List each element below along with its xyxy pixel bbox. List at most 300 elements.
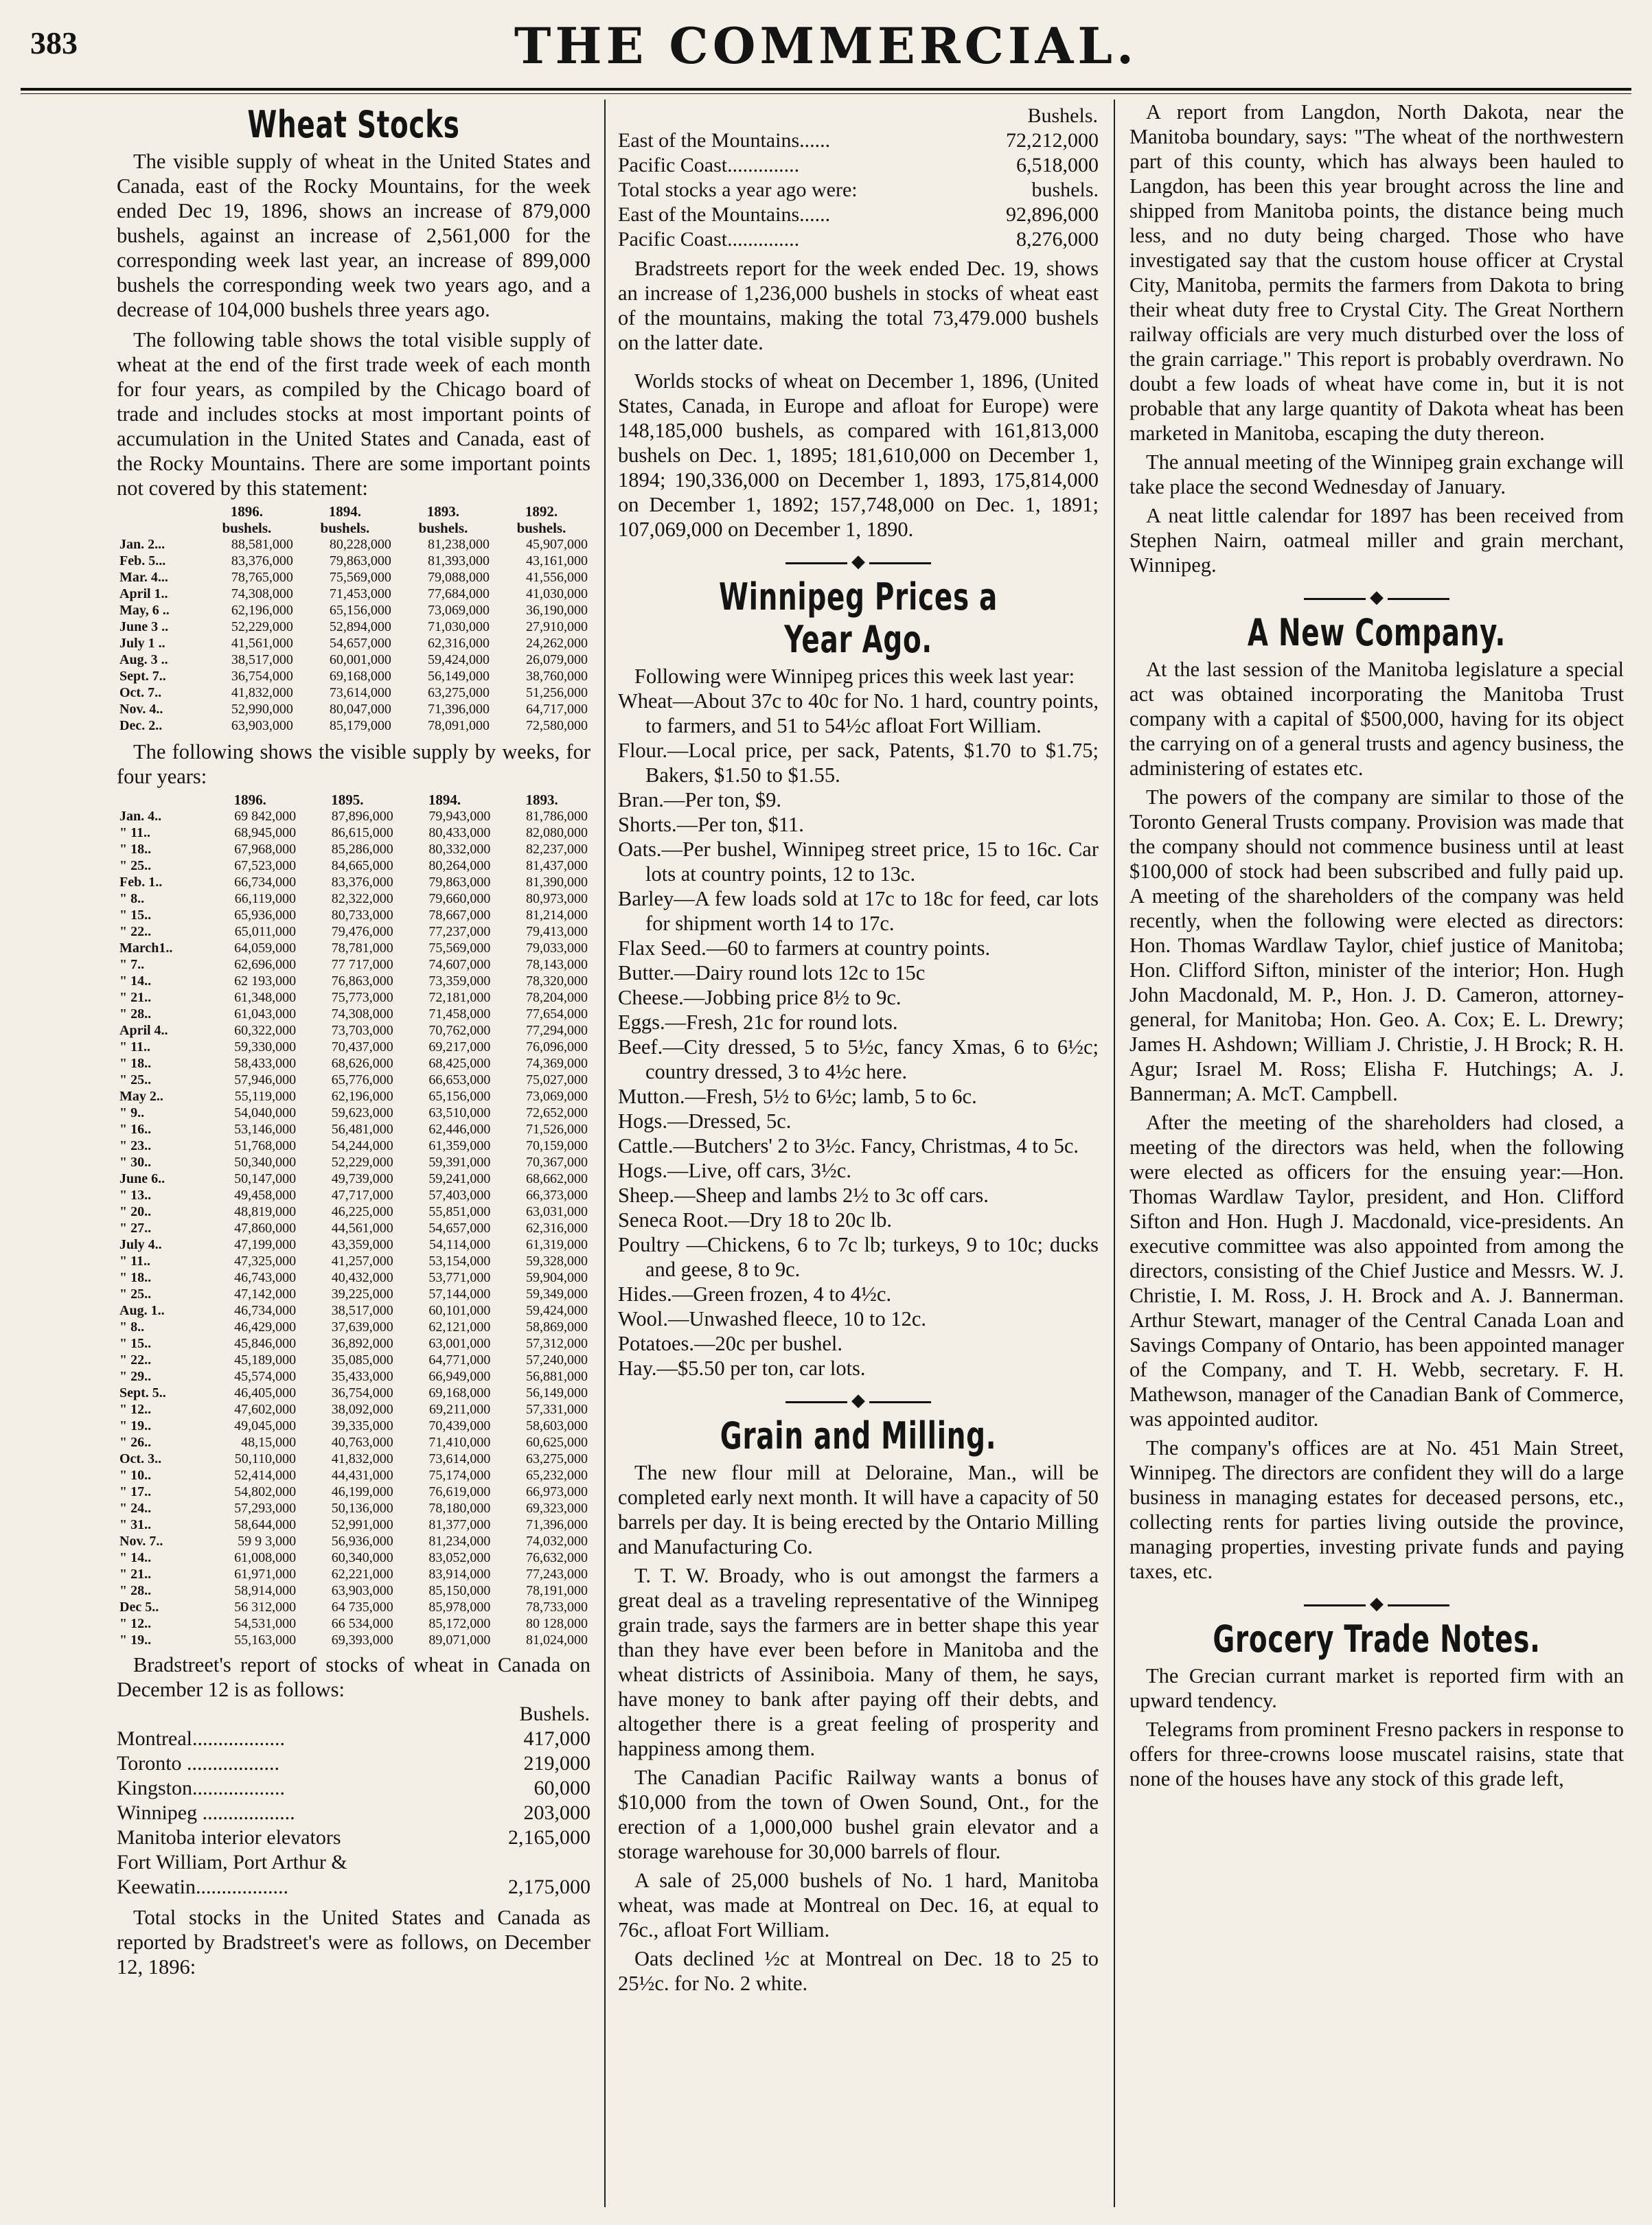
table-header-cell: 1892. [525,503,558,520]
row-value: 66 534,000 [331,1616,393,1632]
row-value: 66,949,000 [428,1369,491,1385]
row-value: 74,308,000 [331,1006,393,1022]
row-value: 62 193,000 [234,973,297,989]
row-value: 67,523,000 [234,858,297,874]
row-label: " 11.. [119,1039,150,1055]
article-paragraph: Bradstreet's report of stocks of wheat in Canada on December 12 is as follows: [117,1653,590,1702]
row-label: " 12.. [119,1616,152,1632]
row-label: Winnipeg .................. [117,1801,295,1825]
article-paragraph: The following shows the visible supply by weeks, for four years: [117,740,590,789]
row-value: 38,517,000 [331,1303,393,1319]
row-value: 82,080,000 [526,825,588,841]
row-value: 48,819,000 [234,1204,297,1220]
row-label: Sept. 7.. [119,669,166,684]
row-value: 60,101,000 [428,1303,491,1319]
table-header-cell: 1893. [426,503,460,520]
canada-stocks-table [117,1702,590,1900]
row-label: " 28.. [119,1006,152,1022]
article-paragraph: A sale of 25,000 bushels of No. 1 hard, Manitoba wheat, was made at Montreal on Dec. 16, at equal to 76c., afloat Fort William. [618,1869,1099,1942]
row-value: 62,196,000 [231,603,293,619]
row-value: 76,632,000 [526,1550,588,1566]
row-label: Dec. 2.. [119,718,163,734]
row-label: " 31.. [119,1517,152,1533]
table-row [117,1105,590,1121]
row-value: 79,476,000 [331,924,393,940]
row-value: 57,946,000 [234,1072,297,1088]
row-value: 47,142,000 [234,1287,297,1302]
row-value: 72,212,000 [1006,129,1099,152]
table-row [117,1203,590,1220]
row-value: 37,639,000 [331,1319,393,1335]
row-value: 48,15,000 [241,1435,297,1451]
row-value: 85,286,000 [331,842,393,857]
row-value: 68,945,000 [234,825,297,841]
row-value: 50,147,000 [234,1171,297,1187]
row-value: 46,405,000 [234,1385,297,1401]
row-label: " 8.. [119,891,145,907]
row-value: 39,225,000 [331,1287,393,1302]
table-row [117,1451,590,1467]
row-value: 53,154,000 [428,1254,491,1269]
table-row [117,1418,590,1434]
row-value: 59,623,000 [331,1105,393,1121]
table-row [117,1368,590,1385]
row-value: 81,024,000 [526,1633,588,1648]
row-label: March1.. [119,941,173,956]
row-value: 44,431,000 [331,1468,393,1484]
row-value: 45,189,000 [234,1352,297,1368]
row-value: 60,322,000 [234,1023,297,1039]
row-value: 35,433,000 [331,1369,393,1385]
masthead-title: THE COMMERCIAL. [514,16,1138,75]
column-3 [1129,100,1624,2207]
row-value: 66,734,000 [234,875,297,890]
row-value: 65,156,000 [329,603,391,619]
table-row [618,178,1099,203]
row-value: 44,561,000 [331,1221,393,1236]
row-value: 69,323,000 [526,1501,588,1517]
row-value: 84,665,000 [331,858,393,874]
table-row [618,203,1099,227]
row-label: " 13.. [119,1188,152,1203]
row-value: 59,241,000 [428,1171,491,1187]
row-value: 74,607,000 [428,957,491,973]
table-row [117,1022,590,1039]
row-label: Feb. 1.. [119,875,163,890]
row-value: 85,179,000 [329,718,391,734]
row-label: " 27.. [119,1221,152,1236]
table-row [117,808,590,825]
row-value: 86,615,000 [331,825,393,841]
table-row [117,684,590,701]
row-value: 41,030,000 [526,586,588,602]
row-value: 57,293,000 [234,1501,297,1517]
row-value: 26,079,000 [526,652,588,668]
row-value: 68,626,000 [331,1056,393,1072]
row-value: 62,221,000 [331,1567,393,1582]
price-item: Hogs.—Dressed, 5c. [618,1109,792,1133]
table-row [117,1072,590,1088]
column-divider-2 [1114,100,1115,2207]
row-value: 50,136,000 [331,1501,393,1517]
table-unit-cell: Bushels. [1027,104,1098,127]
row-value: 64,059,000 [234,941,297,956]
row-value: 47,325,000 [234,1254,297,1269]
row-value: 69,168,000 [329,669,391,684]
row-value: 77,654,000 [526,1006,588,1022]
table-row [117,1319,590,1335]
row-value: 46,199,000 [331,1484,393,1500]
row-value: 81,377,000 [428,1517,491,1533]
table-header-cell [117,503,198,520]
price-item: Flour.—Local price, per sack, Patents, $1.70 to $1.75; Bakers, $1.50 to $1.55. [618,739,1099,787]
row-value: 76,619,000 [428,1484,491,1500]
row-label: Toronto .................. [117,1752,280,1775]
row-value: 52,229,000 [231,619,293,635]
row-value: 59,424,000 [526,1303,588,1319]
table-header-cell [117,520,198,536]
row-label: April 1.. [119,586,168,602]
row-value: 27,910,000 [526,619,588,635]
row-value: 73,703,000 [331,1023,393,1039]
row-label: " 16.. [119,1122,152,1138]
row-label: Jan. 4.. [119,809,162,825]
row-value: 46,734,000 [234,1303,297,1319]
row-value: 43,359,000 [331,1237,393,1253]
row-value: 54,040,000 [234,1105,297,1121]
row-value: 92,896,000 [1006,203,1099,226]
row-value: 58,644,000 [234,1517,297,1533]
row-value: 49,458,000 [234,1188,297,1203]
row-label: " 19.. [119,1418,152,1434]
price-item: Oats.—Per bushel, Winnipeg street price, 15 to 16c. Car lots at country points, 12 to 13c. [618,838,1099,886]
row-value: 46,743,000 [234,1270,297,1286]
price-item: Shorts.—Per ton, $11. [618,813,804,837]
row-value [466,1850,590,1875]
article-paragraph: Telegrams from prominent Fresno packers in response to offers for three-crowns loose muscatel raisins, state that none of the houses have any stock of this grade left, [1129,1718,1624,1791]
table-row [117,1582,590,1599]
table-row [117,1615,590,1632]
row-value: 65,011,000 [234,924,297,940]
table-row [117,1434,590,1451]
table-row [117,1006,590,1022]
row-value: 55,163,000 [234,1633,297,1648]
table-row [117,1253,590,1269]
row-label: " 14.. [119,1550,152,1566]
price-list [618,689,1099,1381]
row-value: 64,771,000 [428,1352,491,1368]
article-paragraph: Following were Winnipeg prices this week last year: [634,665,1075,689]
row-value: 60,340,000 [331,1550,393,1566]
row-value: 50,110,000 [234,1451,297,1467]
row-value: 53,146,000 [234,1122,297,1138]
row-value: 203,000 [523,1801,590,1825]
row-value: 58,433,000 [234,1056,297,1072]
table-unit-cell: bushels. [320,520,370,537]
column-divider-1 [604,100,606,2207]
row-label: " 22.. [119,924,152,940]
table-row [117,1727,590,1751]
row-value: 59,391,000 [428,1155,491,1171]
row-label: " 26.. [119,1435,152,1451]
article-paragraph: Bradstreets report for the week ended Dec. 19, shows an increase of 1,236,000 bushels in stocks of wheat east of the mountains, making the total 73,479.000 bushels on the latter date. [618,257,1099,354]
row-value: 57,331,000 [526,1402,588,1418]
row-label: " 15.. [119,908,152,923]
section-ornament: ◆ [1129,1593,1624,1614]
table-unit-cell: bushels. [516,520,566,537]
headline-wheat-stocks: Wheat Stocks [247,103,460,146]
row-value: 82,322,000 [331,891,393,907]
row-value: 41,556,000 [526,570,588,586]
row-value: 47,860,000 [234,1221,297,1236]
article-paragraph: A report from Langdon, North Dakota, near the Manitoba boundary, says: "The wheat of the northwestern part of this county, which has always been hauled to Langdon, has been this year brought across the line and shipped from Manitoba points, the distance being much less, and no duty being charged. Those who have investigated say that the custom house officer at Crystal City, Manitoba, permits the farmers from Dakota to bring their wheat duty free to Crystal City. The Great Northern railway officials are very much disturbed over the loss of the grain carriage." This report is probably overdrawn. No doubt a few loads of wheat have come in, but it is not probable that any large quantity of Dakota wheat has been marketed in Manitoba, escaping the duty thereon. [1129,100,1624,445]
table-row [618,128,1099,153]
row-value: 83,376,000 [231,553,293,569]
row-value: 81,393,000 [427,553,490,569]
row-label: Pacific Coast.............. [618,154,800,176]
row-label: Oct. 7.. [119,685,162,701]
table-row [117,890,590,907]
row-value: 78,733,000 [526,1600,588,1615]
row-value: 45,574,000 [234,1369,297,1385]
row-value: 62,316,000 [526,1221,588,1236]
table-row [117,1751,590,1776]
row-label: " 28.. [119,1583,152,1599]
row-value: 74,308,000 [231,586,293,602]
row-value: 72,580,000 [526,718,588,734]
row-value: 46,429,000 [234,1319,297,1335]
row-value: 77,294,000 [526,1023,588,1039]
price-item: Mutton.—Fresh, 5½ to 6½c; lamb, 5 to 6c. [618,1085,977,1109]
article-paragraph: The Grecian currant market is reported firm with an upward tendency. [1129,1664,1624,1713]
row-value: 60,625,000 [526,1435,588,1451]
row-value: 70,439,000 [428,1418,491,1434]
article-paragraph: After the meeting of the shareholders had closed, a meeting of the directors was held, when the following were elected as officers for the ensuing year:—Hon. Thomas Wardlaw Taylor, president, and Hon. Clifford Sifton and Hon. Hugh J. Macdonald, vice-presidents. An executive committee was also appointed from among the directors, consisting of the Chief Justice and Messrs. W. J. Christie, I. M. Ross, J. H. Brock and A. J. Bannerman. Arthur Stewart, manager of the Central Canada Loan and Savings Company of Ontario, has been appointed manager of the Company, and T. H. Webb, secretary. F. H. Mathewson, manager of the Canadian Bank of Commerce, was appointed auditor. [1129,1111,1624,1431]
row-value: 63,275,000 [526,1451,588,1467]
table-row [117,857,590,874]
row-value: 83,052,000 [428,1550,491,1566]
weekly-supply-table [117,792,590,1648]
row-value: 58,603,000 [526,1418,588,1434]
table-row [117,569,590,586]
row-label: July 1 .. [119,636,165,652]
row-label: Jan. 2... [119,537,165,553]
table-row [117,1776,590,1801]
table-unit-cell: bushels. [222,520,272,537]
row-value: 51,768,000 [234,1138,297,1154]
row-label: " 17.. [119,1484,152,1500]
row-value: 80 128,000 [526,1616,588,1632]
row-value: 52,991,000 [331,1517,393,1533]
table-row [117,1549,590,1566]
row-value: 79,863,000 [329,553,391,569]
table-header-cell: 1894. [428,792,461,809]
row-label: June 3 .. [119,619,169,635]
row-label: " 23.. [119,1138,152,1154]
table-row [117,1875,590,1900]
table-header-cell: 1896. [230,503,264,520]
table-row [117,956,590,973]
row-value: 80,973,000 [526,891,588,907]
row-label: Dec 5.. [119,1600,159,1615]
row-value: 72,181,000 [428,990,491,1006]
row-value: 77,243,000 [526,1567,588,1582]
row-value: 57,144,000 [428,1287,491,1302]
row-value: 62,121,000 [428,1319,491,1335]
row-value: 65,776,000 [331,1072,393,1088]
price-item: Beef.—City dressed, 5 to 5½c, fancy Xmas, 6 to 6½c; country dressed, 3 to 4½c here. [618,1035,1099,1084]
header-rule [21,88,1631,91]
row-label: Feb. 5... [119,553,166,569]
table-row [117,1055,590,1072]
table-row [117,1171,590,1187]
row-value: 47,602,000 [234,1402,297,1418]
row-label: May 2.. [119,1089,163,1105]
row-value: 75,174,000 [428,1468,491,1484]
row-value: 6,518,000 [1016,154,1099,176]
table-row [117,989,590,1006]
row-value: 79,033,000 [526,941,588,956]
row-label: " 24.. [119,1501,152,1517]
row-value: 24,262,000 [526,636,588,652]
row-value: 38,760,000 [526,669,588,684]
row-value: bushels. [1031,178,1099,201]
row-label: May, 6 .. [119,603,170,619]
row-value: 40,432,000 [331,1270,393,1286]
row-value: 81,786,000 [526,809,588,825]
row-value: 63,903,000 [331,1583,393,1599]
row-value: 52,990,000 [231,702,293,717]
row-value: 36,754,000 [331,1385,393,1401]
row-value: 74,369,000 [526,1056,588,1072]
page-header [21,12,1631,88]
table-row [117,1467,590,1484]
row-label: Montreal.................. [117,1727,285,1751]
row-value: 78,320,000 [526,973,588,989]
row-value: 78,180,000 [428,1501,491,1517]
row-value: 81,238,000 [427,537,490,553]
row-value: 63,031,000 [526,1204,588,1220]
row-label: Nov. 4.. [119,702,163,717]
table-row [117,940,590,956]
row-value: 79,863,000 [428,875,491,890]
table-row [618,153,1099,178]
row-label: " 11.. [119,825,150,841]
row-value: 219,000 [523,1752,590,1775]
row-value: 71,396,000 [526,1517,588,1533]
price-item: Cheese.—Jobbing price 8½ to 9c. [618,986,902,1010]
row-value: 36,892,000 [331,1336,393,1352]
row-label: " 12.. [119,1402,152,1418]
row-value: 36,190,000 [526,603,588,619]
table-row [117,1825,590,1850]
row-value: 73,069,000 [526,1089,588,1105]
row-value: 72,652,000 [526,1105,588,1121]
table-row [117,841,590,857]
row-value: 80,433,000 [428,825,491,841]
price-item: Wheat—About 37c to 40c for No. 1 hard, country points, to farmers, and 51 to 54½c afloat Fort William. [618,689,1099,738]
row-value: 65,156,000 [428,1089,491,1105]
row-value: 62,446,000 [428,1122,491,1138]
row-value: 73,614,000 [329,685,391,701]
row-value: 75,027,000 [526,1072,588,1088]
row-value: 59,424,000 [427,652,490,668]
table-header-cell: 1895. [331,792,364,809]
table-header-cell: 1896. [233,792,266,809]
row-value: 89,071,000 [428,1633,491,1648]
row-value: 64,717,000 [526,702,588,717]
price-item: Bran.—Per ton, $9. [618,788,782,812]
section-ornament: ◆ [618,1390,1099,1411]
table-row [117,635,590,652]
headline-grain-milling: Grain and Milling. [720,1414,997,1458]
table-row [117,668,590,684]
row-value: 79,943,000 [428,809,491,825]
table-row [117,1517,590,1533]
row-value: 85,150,000 [428,1583,491,1599]
table-row [117,701,590,717]
row-value: 41,561,000 [231,636,293,652]
table-row [117,1401,590,1418]
row-value: 78,667,000 [428,908,491,923]
row-label: Mar. 4... [119,570,168,586]
row-label: Sept. 5.. [119,1385,166,1401]
price-item: Sheep.—Sheep and lambs 2½ to 3c off cars. [618,1184,989,1208]
price-item: Wool.—Unwashed fleece, 10 to 12c. [618,1307,926,1331]
row-label: " 7.. [119,957,145,973]
row-value: 71,458,000 [428,1006,491,1022]
row-label: Aug. 1.. [119,1303,165,1319]
row-value: 49,045,000 [234,1418,297,1434]
article-paragraph: Total stocks in the United States and Canada as reported by Bradstreet's were as follows, on December 12, 1896: [117,1906,590,1979]
row-value: 60,001,000 [329,652,391,668]
row-value: 73,069,000 [427,603,490,619]
row-value: 80,047,000 [329,702,391,717]
row-value: 75,773,000 [331,990,393,1006]
price-item: Eggs.—Fresh, 21c for round lots. [618,1011,898,1035]
row-value: 56,149,000 [427,669,490,684]
row-value: 43,161,000 [526,553,588,569]
row-label: Manitoba interior elevators [117,1826,341,1849]
row-label: " 14.. [119,973,152,989]
row-value: 63,510,000 [428,1105,491,1121]
row-value: 60,000 [534,1777,590,1800]
row-value: 58,869,000 [526,1319,588,1335]
row-value: 59,328,000 [526,1254,588,1269]
row-value: 81,390,000 [526,875,588,890]
row-label: East of the Mountains...... [618,129,831,152]
article-paragraph: The visible supply of wheat in the United States and Canada, east of the Rocky Mountains, for the week ended Dec 19, 1896, shows an increase of 879,000 bushels, against an increase of 2,561,000 for the corresponding week last year, an increase of 899,000 bushels the corresponding week two years ago, and a decrease of 104,000 bushels three years ago. [117,150,590,322]
row-value: 45,846,000 [234,1336,297,1352]
price-item: Hides.—Green frozen, 4 to 4½c. [618,1282,892,1306]
row-value: 39,335,000 [331,1418,393,1434]
headline-grocery-notes: Grocery Trade Notes. [1213,1617,1541,1661]
row-value: 66,973,000 [526,1484,588,1500]
row-value: 69,168,000 [428,1385,491,1401]
row-value: 58,914,000 [234,1583,297,1599]
row-value: 41,832,000 [331,1451,393,1467]
row-value: 54,657,000 [428,1221,491,1236]
row-value: 77 717,000 [331,957,393,973]
row-value: 62,316,000 [427,636,490,652]
row-value: 75,569,000 [428,941,491,956]
row-value: 75,569,000 [329,570,391,586]
row-label: Fort William, Port Arthur & [117,1851,347,1874]
table-row [117,1385,590,1401]
article-paragraph: The Canadian Pacific Railway wants a bonus of $10,000 from the town of Owen Sound, Ont., for the erection of a 1,000,000 bushel grain elevator and a storage warehouse for 30,000 barrels of flour. [618,1766,1099,1864]
row-value: 41,832,000 [231,685,293,701]
row-label: " 8.. [119,1319,145,1335]
